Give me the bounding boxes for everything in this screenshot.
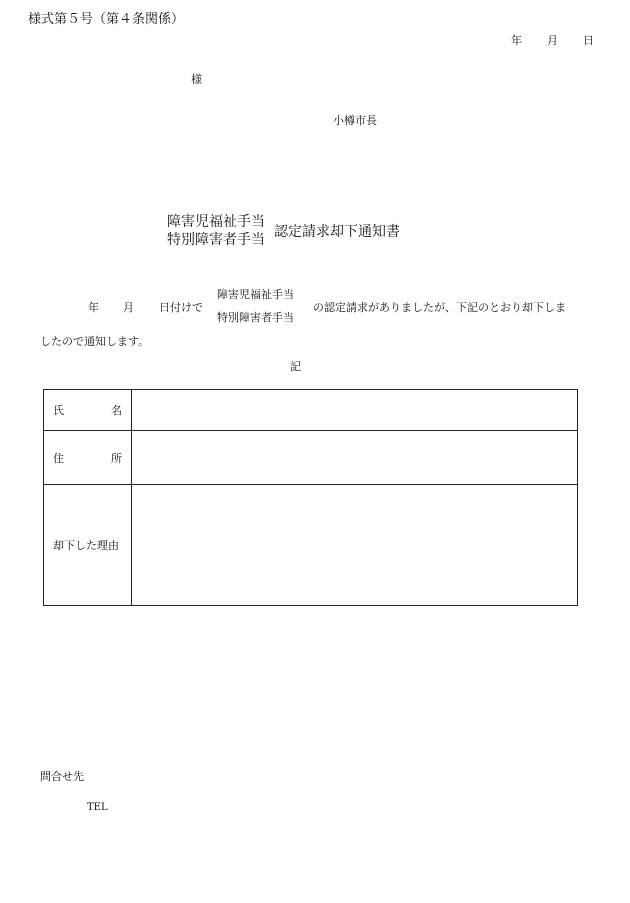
document-title: 認定請求却下通知書 [274, 224, 400, 240]
ki-heading: 記 [290, 360, 301, 373]
date-month-label: 月 [547, 34, 558, 47]
date-year-label: 年 [511, 34, 522, 47]
details-table [43, 389, 578, 606]
reason-value-cell[interactable] [132, 485, 578, 606]
name-value-cell[interactable] [132, 390, 578, 431]
address-value-cell[interactable] [132, 431, 578, 485]
form-number: 様式第５号（第４条関係） [28, 12, 185, 27]
contact-label: 問合せ先 [40, 770, 84, 783]
issuer-name: 小樽市長 [333, 114, 377, 127]
body-allowance-stack [217, 289, 294, 323]
body-allowance-1: 障害児福祉手当 [217, 288, 294, 301]
address-label-2: 所 [111, 451, 122, 465]
title-allowance-1: 障害児福祉手当 [167, 214, 265, 230]
reason-label-cell [44, 485, 132, 606]
name-label-2: 名 [111, 404, 122, 417]
table-row-name [44, 390, 578, 431]
table-row-reason [44, 485, 578, 606]
body-date-suffix: 日付けで [159, 301, 203, 314]
body-line-2: したので通知します。 [40, 335, 150, 348]
body-month-label: 月 [123, 301, 134, 314]
body-allowance-2: 特別障害者手当 [217, 311, 294, 324]
reason-label: 却下した理由 [53, 539, 119, 552]
name-label-cell [44, 390, 132, 431]
address-label-1: 住 [53, 451, 64, 465]
name-label-1: 氏 [53, 404, 64, 417]
title-allowance-stack [167, 213, 265, 249]
date-day-label: 日 [583, 34, 594, 47]
table-row-address [44, 431, 578, 485]
tel-label: TEL [87, 802, 108, 813]
body-text-after: の認定請求がありましたが、下記のとおり却下しま [313, 301, 566, 314]
address-label-cell [44, 431, 132, 485]
title-allowance-2: 特別障害者手当 [167, 232, 265, 248]
body-year-label: 年 [88, 301, 99, 314]
addressee-suffix: 様 [191, 73, 202, 86]
